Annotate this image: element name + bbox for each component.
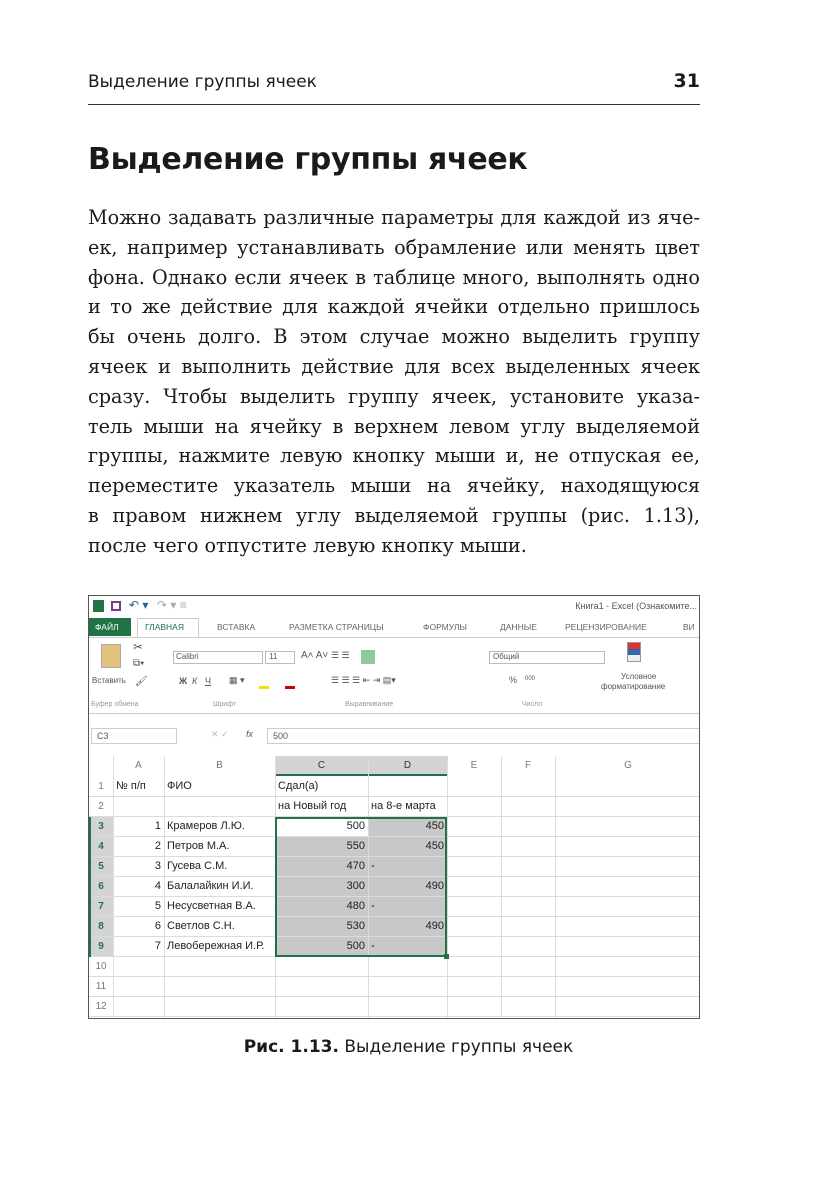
cell-A6[interactable]: 4	[154, 880, 161, 892]
undo-icon[interactable]: ↶ ▾	[129, 598, 149, 612]
cell-B1[interactable]: ФИО	[167, 780, 192, 792]
cell-D4[interactable]: 450	[425, 840, 444, 852]
cell-A3[interactable]: 1	[154, 820, 161, 832]
group-alignment: Выравнивание	[345, 701, 394, 708]
column-header-E[interactable]: E	[470, 760, 478, 771]
row-selection-marker	[89, 817, 91, 957]
row-header[interactable]: 7	[89, 897, 113, 916]
row-header[interactable]: 12	[95, 1001, 107, 1012]
row-header[interactable]: 9	[89, 937, 113, 956]
cell-D6[interactable]: 490	[425, 880, 444, 892]
body-line: тель мыши на ячейку в верхнем левом углу выделяемой	[88, 414, 700, 438]
align-middle-icon[interactable]	[361, 650, 375, 664]
tab-insert[interactable]: ВСТАВКА	[217, 622, 256, 632]
copy-icon[interactable]: ⧉▾	[133, 658, 145, 669]
cell-C2[interactable]: на Новый год	[278, 800, 347, 812]
body-line: переместите указатель мыши на ячейку, находящуюся	[88, 474, 700, 498]
conditional-formatting-label1[interactable]: Условное	[621, 672, 657, 681]
row-header[interactable]: 2	[98, 801, 104, 812]
cell-A9[interactable]: 7	[154, 940, 161, 952]
insert-function-icon[interactable]: fx	[246, 729, 254, 739]
page-number: 31	[673, 70, 700, 92]
group-font: Шрифт	[213, 701, 237, 708]
tab-home-label[interactable]: ГЛАВНАЯ	[145, 622, 184, 632]
cut-icon[interactable]: ✂	[133, 640, 144, 654]
number-format-value: Общий	[493, 652, 520, 661]
cell-A7[interactable]: 5	[154, 900, 161, 912]
align-top-icon[interactable]: ☰ ☰	[331, 650, 350, 660]
redo-icon[interactable]: ↷ ▾ ≡	[157, 598, 187, 612]
column-header-D[interactable]: D	[368, 756, 447, 776]
cell-C7[interactable]: 480	[346, 900, 365, 912]
column-header-B[interactable]: B	[216, 760, 223, 771]
save-icon[interactable]	[111, 601, 121, 611]
borders-icon[interactable]: ▦ ▾	[229, 675, 245, 685]
group-clipboard: Буфер обмена	[91, 701, 139, 708]
grid-line	[89, 1016, 700, 1017]
cell-D7[interactable]: -	[371, 900, 375, 912]
cell-D3[interactable]: 450	[425, 820, 444, 832]
row-header[interactable]: 8	[89, 917, 113, 936]
row-header[interactable]: 4	[89, 837, 113, 856]
thousands-button[interactable]: 000	[525, 676, 536, 682]
excel-screenshot-figure	[88, 595, 700, 1019]
format-painter-icon[interactable]: 🖌	[135, 676, 148, 687]
bold-button[interactable]: Ж	[179, 676, 188, 686]
cell-B6[interactable]: Балалайкин И.И.	[167, 880, 254, 892]
paste-icon[interactable]	[101, 644, 121, 668]
column-header-C[interactable]: C	[275, 756, 368, 776]
row-header[interactable]: 1	[98, 781, 104, 792]
body-line: бы очень долго. В этом случае можно выделить группу	[88, 325, 700, 349]
body-line: ячеек и выполнить действие для всех выделенных ячеек	[88, 355, 700, 378]
cell-D8[interactable]: 490	[425, 920, 444, 932]
body-line: и то же действие для каждой ячейки отдельно пришлось	[88, 295, 700, 319]
cell-B5[interactable]: Гусева С.М.	[167, 860, 228, 872]
row-header[interactable]: 11	[95, 981, 107, 992]
body-line: фона. Однако если ячеек в таблице много, выполнять одно	[88, 265, 700, 289]
cell-D5[interactable]: -	[371, 860, 375, 872]
font-name-value: Calibri	[176, 652, 199, 661]
caption-text: Выделение группы ячеек	[338, 1037, 574, 1057]
underline-button[interactable]: Ч	[205, 676, 211, 686]
cell-D2[interactable]: на 8-е марта	[371, 800, 436, 812]
cell-C3[interactable]: 500	[346, 820, 365, 832]
running-title: Выделение группы ячеек	[88, 72, 317, 92]
cell-C4[interactable]: 550	[346, 840, 365, 852]
tab-data[interactable]: ДАННЫЕ	[500, 622, 537, 632]
percent-button[interactable]: %	[509, 675, 518, 685]
body-line: Можно задавать различные параметры для каждой из яче-	[88, 206, 700, 229]
column-header-F[interactable]: F	[524, 760, 532, 771]
caption-label: Рис. 1.13.	[243, 1037, 339, 1057]
excel-logo-icon	[93, 600, 104, 612]
conditional-formatting-label2[interactable]: форматирование	[601, 682, 666, 691]
name-box-value: C3	[97, 731, 109, 741]
cell-A8[interactable]: 6	[154, 920, 161, 932]
group-number: Число	[522, 701, 543, 708]
align-horizontal-icons[interactable]: ☰ ☰ ☰ ⇤ ⇥ ▤▾	[331, 675, 396, 685]
paste-button[interactable]: Вставить	[92, 676, 126, 685]
selection-border	[275, 817, 447, 957]
cell-D9[interactable]: -	[371, 940, 375, 952]
font-size-value: 11	[269, 652, 278, 661]
italic-button[interactable]: К	[192, 676, 198, 686]
cell-A4[interactable]: 2	[154, 840, 161, 852]
cell-B9[interactable]: Левобережная И.Р.	[167, 940, 265, 952]
cell-C1[interactable]: Сдал(а)	[278, 780, 319, 792]
body-line: сразу. Чтобы выделить группу ячеек, установите указа-	[88, 384, 700, 408]
cell-C5[interactable]: 470	[346, 860, 365, 872]
formula-input[interactable]	[267, 728, 700, 744]
formula-value: 500	[273, 731, 289, 741]
grid-line	[89, 996, 700, 997]
row-header[interactable]: 10	[95, 961, 107, 972]
font-color-icon[interactable]	[285, 686, 295, 689]
tab-page-layout[interactable]: РАЗМЕТКА СТРАНИЦЫ	[289, 622, 384, 632]
cell-C6[interactable]: 300	[346, 880, 365, 892]
window-title: Книга1 - Excel (Ознакомите...	[575, 601, 697, 611]
cancel-enter-icons[interactable]: ✕ ✓	[211, 729, 229, 739]
column-header-A[interactable]: A	[135, 760, 142, 771]
cell-C8[interactable]: 530	[346, 920, 365, 932]
row-header[interactable]: 6	[89, 877, 113, 896]
tab-view[interactable]: ВИ	[683, 622, 695, 632]
cell-C9[interactable]: 500	[346, 940, 365, 952]
tab-review[interactable]: РЕЦЕНЗИРОВАНИЕ	[565, 622, 647, 632]
cell-B4[interactable]: Петров М.А.	[167, 840, 230, 852]
body-line: в правом нижнем углу выделяемой группы (рис. 1.13),	[88, 504, 700, 527]
body-line: ек, например устанавливать обрамление или менять цвет	[88, 235, 700, 259]
figure-caption	[0, 1037, 817, 1057]
font-grow-shrink-icons[interactable]: A˄ A˅	[301, 650, 329, 661]
section-heading: Выделение группы ячеек	[88, 142, 528, 177]
cell-A5[interactable]: 3	[154, 860, 161, 872]
cell-B3[interactable]: Крамеров Л.Ю.	[167, 820, 245, 832]
row-header[interactable]: 3	[89, 817, 113, 836]
row-header[interactable]: 5	[89, 857, 113, 876]
cell-B7[interactable]: Несусветная В.А.	[167, 900, 256, 912]
column-header-G[interactable]: G	[624, 760, 632, 771]
fill-color-icon[interactable]	[259, 686, 269, 689]
tab-file-label[interactable]: ФАЙЛ	[95, 622, 119, 632]
conditional-formatting-icon[interactable]	[627, 642, 641, 662]
body-line: после чего отпустите левую кнопку мыши.	[88, 533, 527, 557]
header-rule	[88, 104, 700, 105]
body-line: группы, нажмите левую кнопку мыши и, не отпуская ее,	[88, 444, 700, 468]
fill-handle	[444, 954, 449, 959]
cell-A1[interactable]: № п/п	[116, 780, 146, 792]
tab-formulas[interactable]: ФОРМУЛЫ	[423, 622, 467, 632]
cell-B8[interactable]: Светлов С.Н.	[167, 920, 235, 932]
grid-line	[89, 976, 700, 977]
